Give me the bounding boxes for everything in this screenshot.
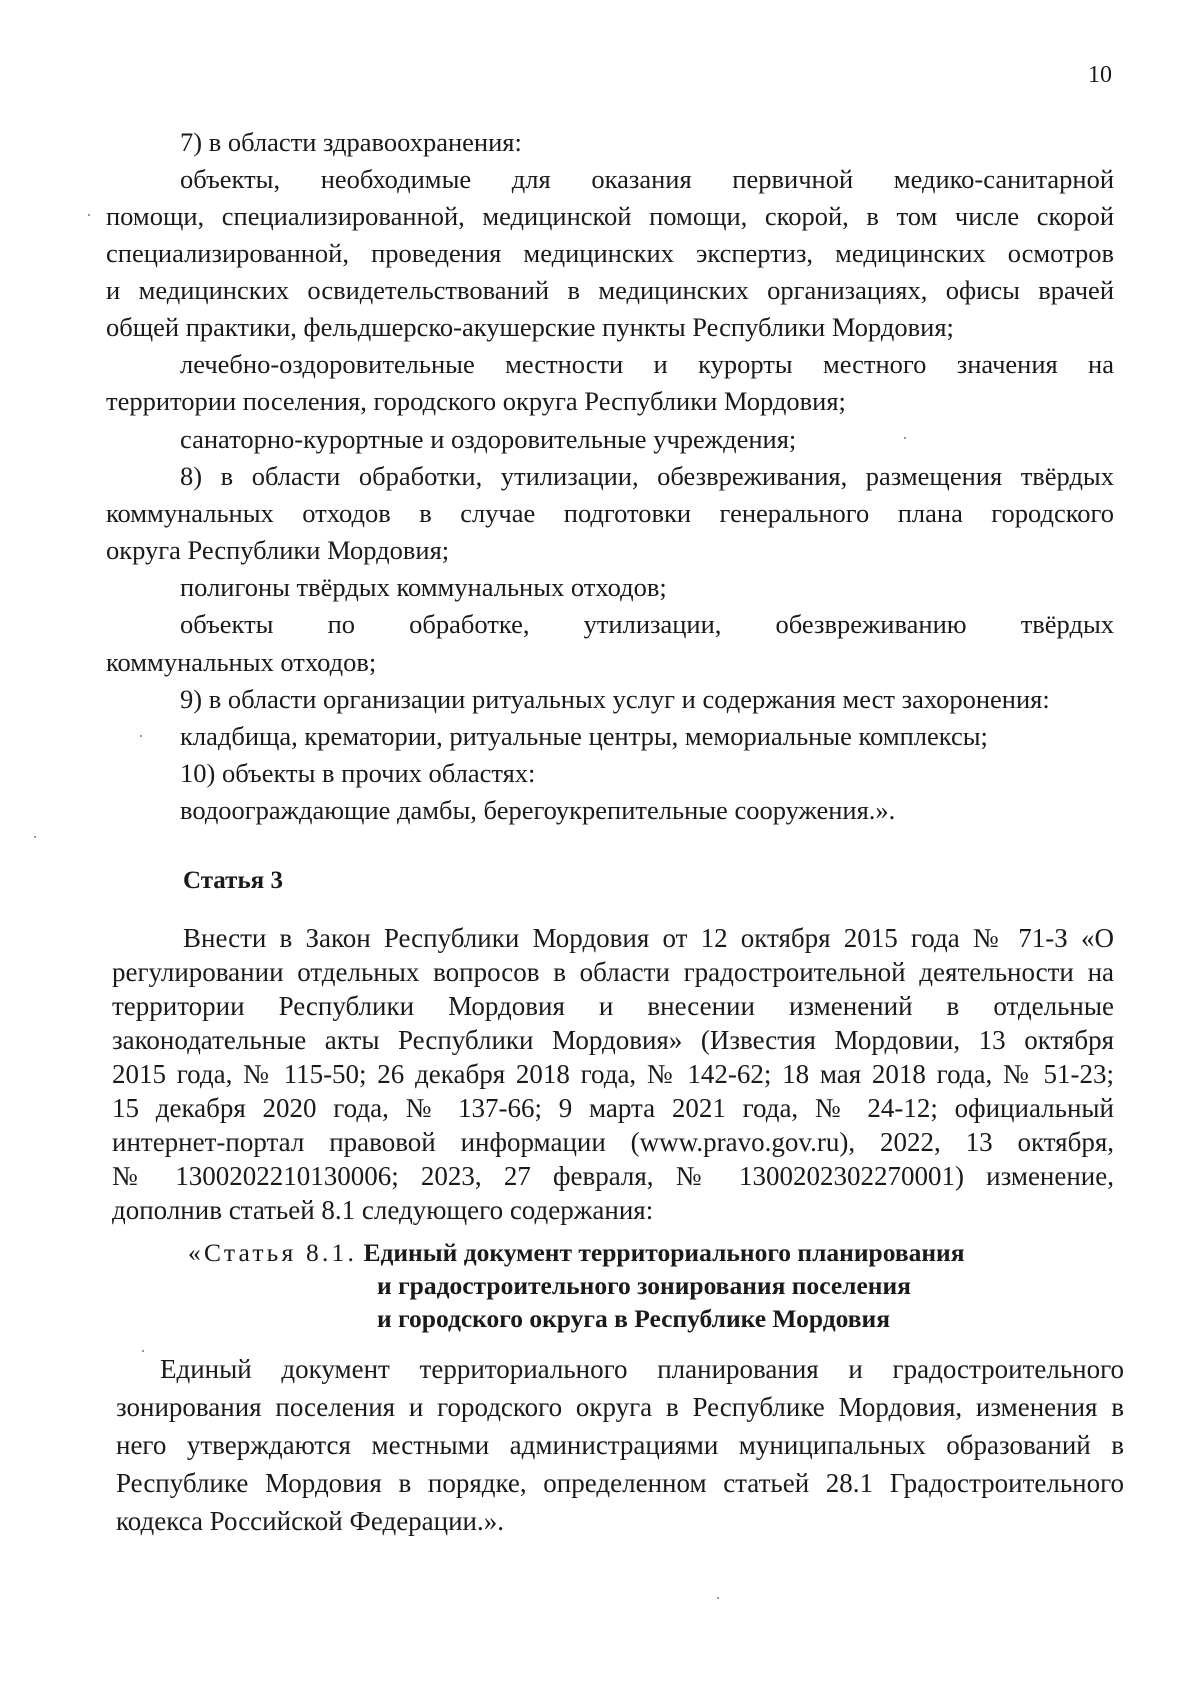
section-7-p1-line4: и медицинских освидетельствований в медицинских организациях, офисы врачей <box>106 275 1114 305</box>
scan-speck <box>717 1597 719 1599</box>
section-7-p3: санаторно-курортные и оздоровительные учреждения; <box>180 424 797 454</box>
article-3-line5: 2015 года, № 115-50; 26 декабря 2018 года, № 142-62; 18 мая 2018 года, № 51-23; <box>112 1059 1114 1089</box>
page-number: 10 <box>1088 62 1112 88</box>
article-3-line7: интернет-портал правовой информации (www.pravo.gov.ru), 2022, 13 октября, <box>112 1127 1114 1157</box>
article-8-1-line2: зонирования поселения и городского округа в Республике Мордовия, изменения в <box>116 1392 1124 1422</box>
section-7-p1-line2: помощи, специализированной, медицинской помощи, скорой, в том числе скорой <box>106 201 1114 231</box>
scan-speck <box>142 1350 144 1352</box>
article-8-1-line1: Единый документ территориального планирования и градостроительного <box>160 1354 1124 1384</box>
article-3-line1: Внести в Закон Республики Мордовия от 12 октября 2015 года № 71-З «О <box>183 923 1114 953</box>
scan-speck <box>88 214 90 216</box>
article-3-last: дополнив статьей 8.1 следующего содержания: <box>112 1195 654 1225</box>
section-8-p2: полигоны твёрдых коммунальных отходов; <box>180 572 667 602</box>
article-3-line8: № 1300202210130006; 2023, 27 февраля, № 1300202302270001) изменение, <box>112 1161 1114 1191</box>
section-9-heading: 9) в области организации ритуальных услуг и содержания мест захоронения: <box>180 684 1050 714</box>
section-7-p2-last: территории поселения, городского округа Республики Мордовия; <box>106 386 846 416</box>
section-8-p1-last: округа Республики Мордовия; <box>106 535 450 565</box>
section-8-p3-last: коммунальных отходов; <box>106 647 377 677</box>
section-8-p1-line1: 8) в области обработки, утилизации, обезвреживания, размещения твёрдых <box>180 461 1114 491</box>
article-8-1-title-line1: Единый документ территориального планирования <box>363 1238 965 1267</box>
article-8-1-line4: Республике Мордовия в порядке, определенном статьей 28.1 Градостроительного <box>116 1468 1124 1498</box>
article-3-line2: регулировании отдельных вопросов в области градостроительной деятельности на <box>112 957 1114 987</box>
article-8-1-line3: него утверждаются местными администрациями муниципальных образований в <box>116 1430 1124 1460</box>
section-10-heading: 10) объекты в прочих областях: <box>180 758 536 788</box>
section-9-p1: кладбища, крематории, ритуальные центры, мемориальные комплексы; <box>180 721 988 751</box>
article-3-heading: Статья 3 <box>183 867 283 894</box>
article-8-1-lead: «Статья 8.1. <box>188 1238 358 1267</box>
article-8-1-title <box>188 1236 965 1333</box>
article-3-line4: законодательные акты Республики Мордовия» (Известия Мордовии, 13 октября <box>112 1025 1114 1055</box>
section-7-p1-line1: объекты, необходимые для оказания первичной медико-санитарной <box>180 164 1114 194</box>
scan-speck <box>34 836 36 838</box>
article-3-line3: территории Республики Мордовия и внесении изменений в отдельные <box>112 991 1114 1021</box>
section-7-heading: 7) в области здравоохранения: <box>180 127 522 157</box>
article-8-1-last: кодекса Российской Федерации.». <box>116 1506 505 1536</box>
scan-speck <box>904 437 906 439</box>
article-8-1-title-line3: и городского округа в Республике Мордовия <box>377 1304 891 1333</box>
section-10-p1: водоограждающие дамбы, берегоукрепительные сооружения.». <box>180 795 896 825</box>
section-7-p2-line1: лечебно-оздоровительные местности и курорты местного значения на <box>180 349 1114 379</box>
article-3-line6: 15 декабря 2020 года, № 137-66; 9 марта 2021 года, № 24-12; официальный <box>112 1093 1114 1123</box>
scan-speck <box>140 735 142 737</box>
article-8-1-title-line2: и градостроительного зонирования поселения <box>377 1271 911 1300</box>
section-7-p1-last: общей практики, фельдшерско-акушерские пункты Республики Мордовия; <box>106 312 954 342</box>
section-8-p3-line1: объекты по обработке, утилизации, обезвреживанию твёрдых <box>180 609 1114 639</box>
section-7-p1-line3: специализированной, проведения медицинских экспертиз, медицинских осмотров <box>106 238 1114 268</box>
section-8-p1-line2: коммунальных отходов в случае подготовки генерального плана городского <box>106 498 1114 528</box>
